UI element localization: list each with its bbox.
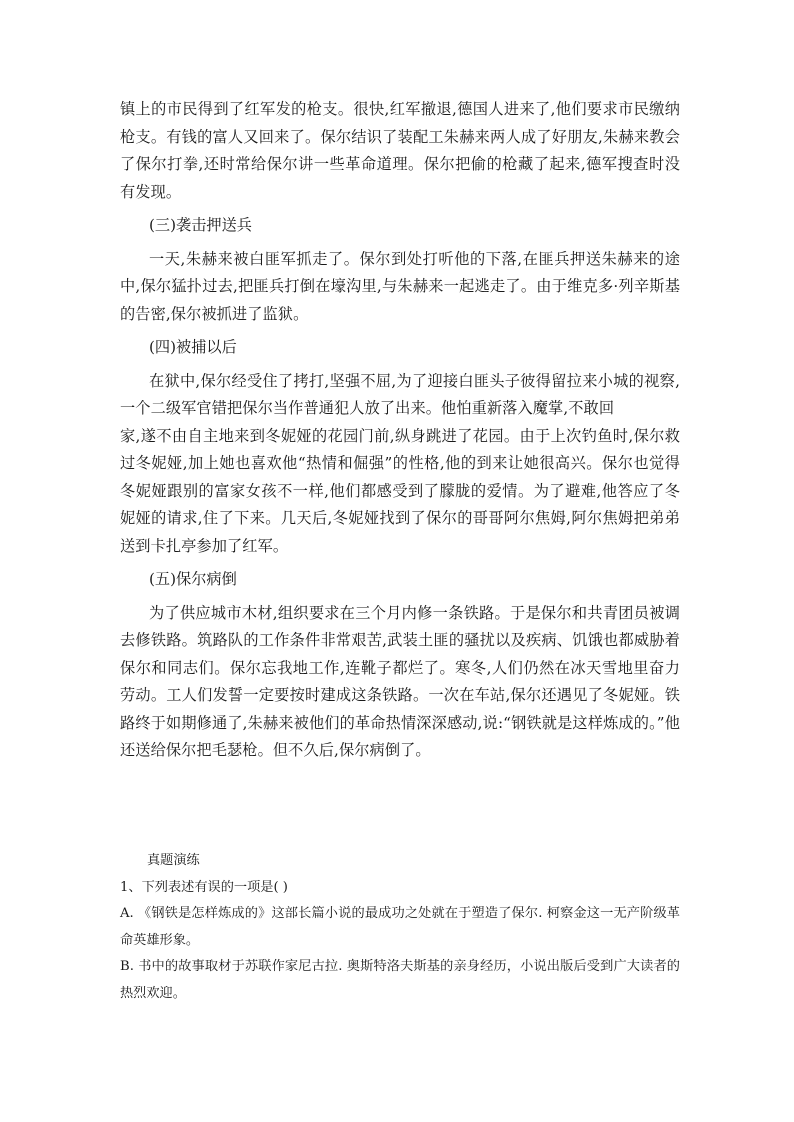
paragraph-militia-guns: 镇上的市民得到了红军发的枪支。很快,红军撤退,德国人进来了,他们要求市民缴纳枪支。有钱的富人又回来了。保尔结识了装配工朱赫来两人成了好朋友,朱赫来教会了保尔打拳,还时常给保尔讲一些革命道理。保尔把偷的枪藏了起来,德军搜查时没有发现。 (120, 100, 680, 201)
exercise-title: 真题演练 (147, 853, 200, 868)
story-section (120, 96, 680, 765)
paragraph-rescue-zhuhelai: 一天,朱赫来被白匪军抓走了。保尔到处打听他的下落,在匪兵押送朱赫来的途中,保尔猛扑过去,把匪兵打倒在壕沟里,与朱赫来一起逃走了。由于维克多·列辛斯基的告密,保尔被抓进了监狱。 (120, 249, 680, 323)
paragraph-tonya-garden: 家,遂不由自主地来到冬妮娅的花园门前,纵身跳进了花园。由于上次钓鱼时,保尔救过冬妮娅,加上她也喜欢他“热情和倔强”的性格,他的到来让她很高兴。保尔也觉得冬妮娅跟别的富家女孩不一样,他们都感受到了朦胧的爱情。为了避难,他答应了冬妮娅的请求,住了下来。几天后,冬妮娅找到了保尔的哥哥阿尔焦姆,阿尔焦姆把弟弟送到卡扎亭参加了红军。 (120, 426, 680, 555)
paragraph-railway: 为了供应城市木材,组织要求在三个月内修一条铁路。于是保尔和共青团员被调去修铁路。筑路队的工作条件非常艰苦,武装土匪的骚扰以及疾病、饥饿也都威胁着保尔和同志们。保尔忘我地工作,连靴子都烂了。寒冬,人们仍然在冰天雪地里奋力劳动。工人们发誓一定要按时建成这条铁路。一次在车站,保尔还遇见了冬妮娅。铁路终于如期修通了,朱赫来被他们的革命热情深深感动,说:“钢铁就是这样炼成的。”他还送给保尔把毛瑟枪。但不久后,保尔病倒了。 (120, 603, 680, 759)
heading-paul-sick: (五)保尔病倒 (149, 570, 237, 588)
option-b: B. 书中的故事取材于苏联作家尼古拉. 奥斯特洛夫斯基的亲身经历，小说出版后受到广大读者的热烈欢迎。 (120, 959, 680, 1001)
option-a: A. 《钢铁是怎样炼成的》这部长篇小说的最成功之处就在于塑造了保尔. 柯察金这一无产阶级革命英雄形象。 (120, 906, 680, 948)
paragraph-prison-release: 在狱中,保尔经受住了拷打,坚强不屈,为了迎接白匪头子彼得留拉来小城的视察,一个二级军官错把保尔当作普通犯人放了出来。他怕重新落入魔掌,不敢回 (120, 371, 680, 417)
heading-attack-escort: (三)袭击押送兵 (149, 216, 252, 234)
question-1: 1、下列表述有误的一项是( ) (120, 879, 288, 895)
exercise-section (120, 848, 680, 1007)
heading-after-arrest: (四)被捕以后 (149, 338, 237, 356)
